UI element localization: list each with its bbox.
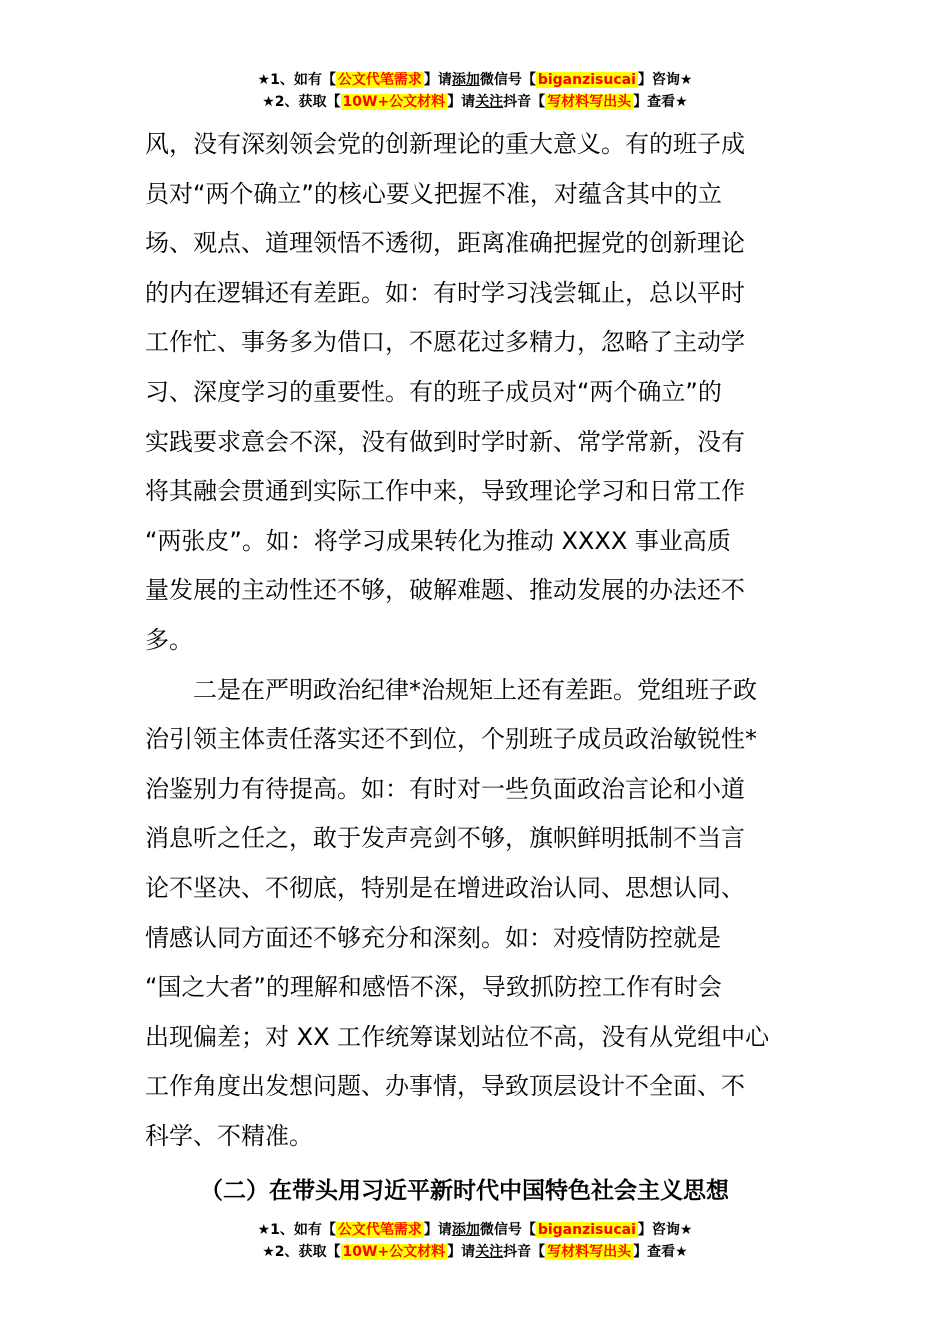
text-line: 出现偏差；对 XX 工作统筹谋划站位不高，没有从党组中心	[145, 1022, 770, 1051]
text-line: “国之大者”的理解和感悟不深，导致抓防控工作有时会	[145, 973, 722, 1002]
text-line: 工作角度出发想问题、办事情，导致顶层设计不全面、不	[145, 1072, 745, 1101]
text-line: 治引领主体责任落实还不到位，个别班子成员政治敏锐性*	[145, 725, 757, 754]
banner-line-1: ★1、如有【 公文代笔需求 】请添加微信号【 biganzisucai 】咨询★	[257, 72, 693, 88]
text-line: 风，没有深刻领会党的创新理论的重大意义。有的班子成	[145, 130, 745, 158]
text-line: 员对“两个确立”的核心要义把握不准，对蕴含其中的立	[145, 179, 722, 208]
text-line: 实践要求意会不深，没有做到时学时新、常学常新，没有	[145, 427, 745, 456]
text-line: 工作忙、事务多为借口，不愿花过多精力，忽略了主动学	[145, 328, 745, 357]
banner-highlight: 公文代笔需求	[337, 72, 422, 88]
banner-highlight: 写材料写出头	[547, 1244, 632, 1260]
text-line: 的内在逻辑还有差距。如：有时学习浅尝辄止，总以平时	[145, 278, 745, 307]
banner-line-2: ★2、获取【 10W+公文材料 】请关注抖音【 写材料写出头 】查看★	[262, 1244, 688, 1260]
text-line: 论不坚决、不彻底，特别是在增进政治认同、思想认同、	[145, 873, 745, 902]
banner-line-2: ★2、获取【 10W+公文材料 】请关注抖音【 写材料写出头 】查看★	[262, 94, 688, 110]
document-body	[145, 120, 810, 1161]
banner-highlight: biganzisucai	[537, 1222, 636, 1238]
header-banner	[0, 69, 950, 113]
text-line: 情感认同方面还不够充分和深刻。如：对疫情防控就是	[145, 923, 721, 952]
text-line: 场、观点、道理领悟不透彻，距离准确把握党的创新理论	[145, 229, 745, 258]
text-line: 消息听之任之，敢于发声亮剑不够，旗帜鲜明抵制不当言	[145, 824, 745, 853]
text-line: “两张皮”。如：将学习成果转化为推动 XXXX 事业高质	[145, 526, 731, 555]
text-line: 治鉴别力有待提高。如：有时对一些负面政治言论和小道	[145, 774, 745, 803]
text-line: 多。	[145, 625, 193, 654]
banner-highlight: 10W+公文材料	[342, 94, 446, 110]
banner-highlight: 写材料写出头	[547, 94, 632, 110]
text-line: 科学、不精准。	[145, 1121, 313, 1150]
banner-highlight: biganzisucai	[537, 72, 636, 88]
footer-banner	[0, 1219, 950, 1263]
text-line: 习、深度学习的重要性。有的班子成员对“两个确立”的	[145, 377, 722, 406]
text-line: 将其融会贯通到实际工作中来，导致理论学习和日常工作	[145, 477, 745, 506]
banner-line-1: ★1、如有【 公文代笔需求 】请添加微信号【 biganzisucai 】咨询★	[257, 1222, 693, 1238]
paragraph-start-line: 二是在严明政治纪律*治规矩上还有差距。党组班子政	[193, 675, 757, 704]
banner-highlight: 10W+公文材料	[342, 1244, 446, 1260]
section-heading: （二）在带头用习近平新时代中国特色社会主义思想	[200, 1178, 729, 1204]
banner-highlight: 公文代笔需求	[337, 1222, 422, 1238]
text-line: 量发展的主动性还不够，破解难题、推动发展的办法还不	[145, 576, 745, 605]
